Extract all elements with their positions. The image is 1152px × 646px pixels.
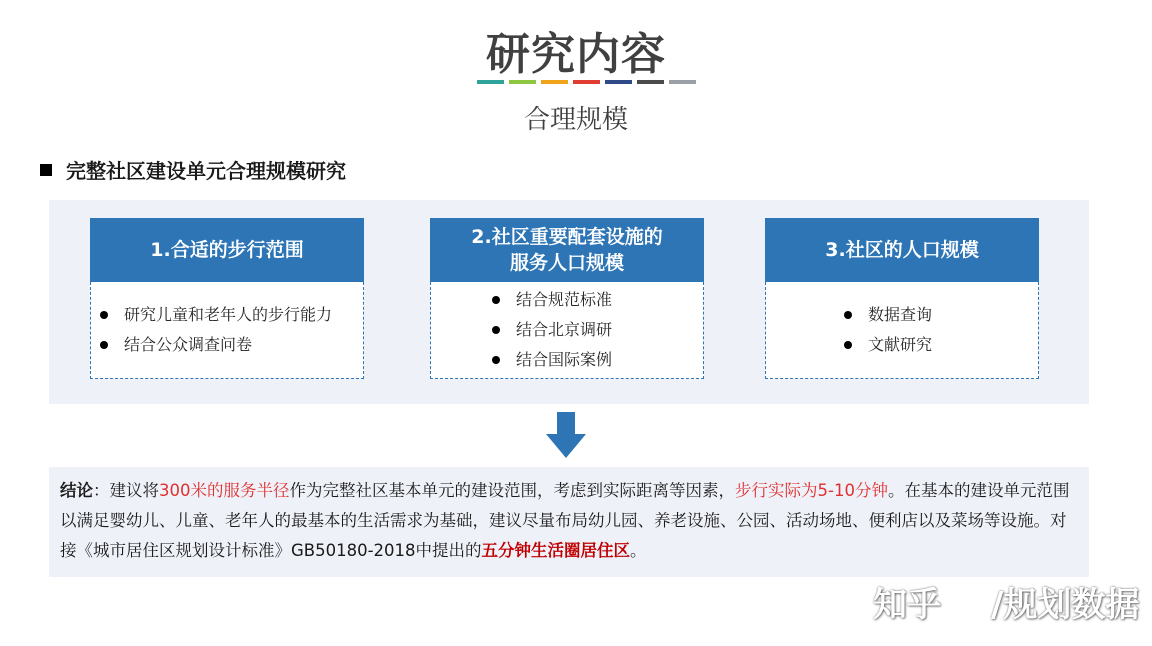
- conclusion-highlight: 300米的服务半径: [159, 481, 290, 500]
- section-heading: [40, 155, 346, 184]
- watermark-right: /规划数据: [991, 585, 1140, 625]
- card-header: [430, 218, 704, 282]
- card-title: 2.社区重要配套设施的: [471, 226, 663, 248]
- list-item-text: 结合北京调研: [516, 320, 613, 339]
- list-item: [100, 330, 363, 360]
- color-bar: [509, 80, 536, 84]
- down-arrow-icon: [546, 412, 586, 458]
- card-title: 1.合适的步行范围: [150, 239, 304, 261]
- list-item: [844, 300, 1038, 330]
- card-header: [90, 218, 364, 282]
- list-item: [844, 330, 1038, 360]
- list-item-text: 结合公众调查问卷: [124, 335, 253, 354]
- square-bullet-icon: [40, 164, 52, 176]
- list-item-text: 结合规范标准: [516, 290, 613, 309]
- bullet-dot-icon: [100, 311, 108, 319]
- conclusion-text: 建议将: [109, 481, 159, 500]
- card-body: [430, 282, 704, 379]
- color-bar: [669, 80, 696, 84]
- conclusion-text: 。: [630, 541, 647, 560]
- list-item-text: 文献研究: [868, 335, 933, 354]
- list-item: [100, 300, 363, 330]
- watermark: [873, 577, 1139, 626]
- card-body: [765, 282, 1039, 379]
- section-heading-text: 完整社区建设单元合理规模研究: [66, 159, 346, 183]
- wechat-bubble-icon: [949, 587, 983, 617]
- bullet-dot-icon: [844, 341, 852, 349]
- list-item-text: 研究儿童和老年人的步行能力: [124, 305, 333, 324]
- list-item: [492, 285, 703, 315]
- page-subtitle: 合理规模: [523, 105, 628, 135]
- conclusion-text: 作为完整社区基本单元的建设范围，考虑到实际距离等因素，: [289, 481, 735, 500]
- conclusion-colon: ：: [93, 481, 110, 500]
- bullet-list: [100, 300, 363, 360]
- bullet-list: [844, 300, 1038, 360]
- conclusion-label: 结论: [60, 481, 93, 500]
- color-bar: [605, 80, 632, 84]
- bullet-dot-icon: [492, 356, 500, 364]
- color-bar: [637, 80, 664, 84]
- conclusion-box: [49, 467, 1089, 577]
- card-title: 3.社区的人口规模: [825, 239, 979, 261]
- bullet-dot-icon: [100, 341, 108, 349]
- conclusion-emphasis: 五分钟生活圈居住区: [481, 541, 631, 560]
- conclusion-highlight: 步行实际为5-10分钟: [735, 481, 888, 500]
- bullet-dot-icon: [492, 326, 500, 334]
- bullet-list: [492, 285, 703, 375]
- card-facility-service-population: [430, 218, 704, 379]
- color-bar: [477, 80, 504, 84]
- card-body: [90, 282, 364, 379]
- list-item-text: 结合国际案例: [516, 350, 613, 369]
- page-title: 研究内容: [486, 29, 666, 80]
- color-bar: [541, 80, 568, 84]
- bullet-dot-icon: [844, 311, 852, 319]
- cards-panel: [49, 200, 1089, 404]
- card-community-population: [765, 218, 1039, 379]
- color-bar: [573, 80, 600, 84]
- conclusion-text: 。在基本的建设单元范围以满足婴幼儿、儿童、老年人的最基本的生活需求为基础，建议尽量布局幼儿园、养老设施、公园、活动场地、便利店以及菜场等设施。对接《城市居住区规划设计标准》GB50180-2018中提出的: [60, 481, 1070, 560]
- list-item: [492, 345, 703, 375]
- bullet-dot-icon: [492, 296, 500, 304]
- card-title-line2: 服务人口规模: [509, 252, 624, 274]
- list-item-text: 数据查询: [868, 305, 933, 324]
- card-walking-range: [90, 218, 364, 379]
- watermark-left: 知乎: [873, 585, 941, 625]
- list-item: [492, 315, 703, 345]
- title-color-bars: [477, 80, 696, 84]
- card-header: [765, 218, 1039, 282]
